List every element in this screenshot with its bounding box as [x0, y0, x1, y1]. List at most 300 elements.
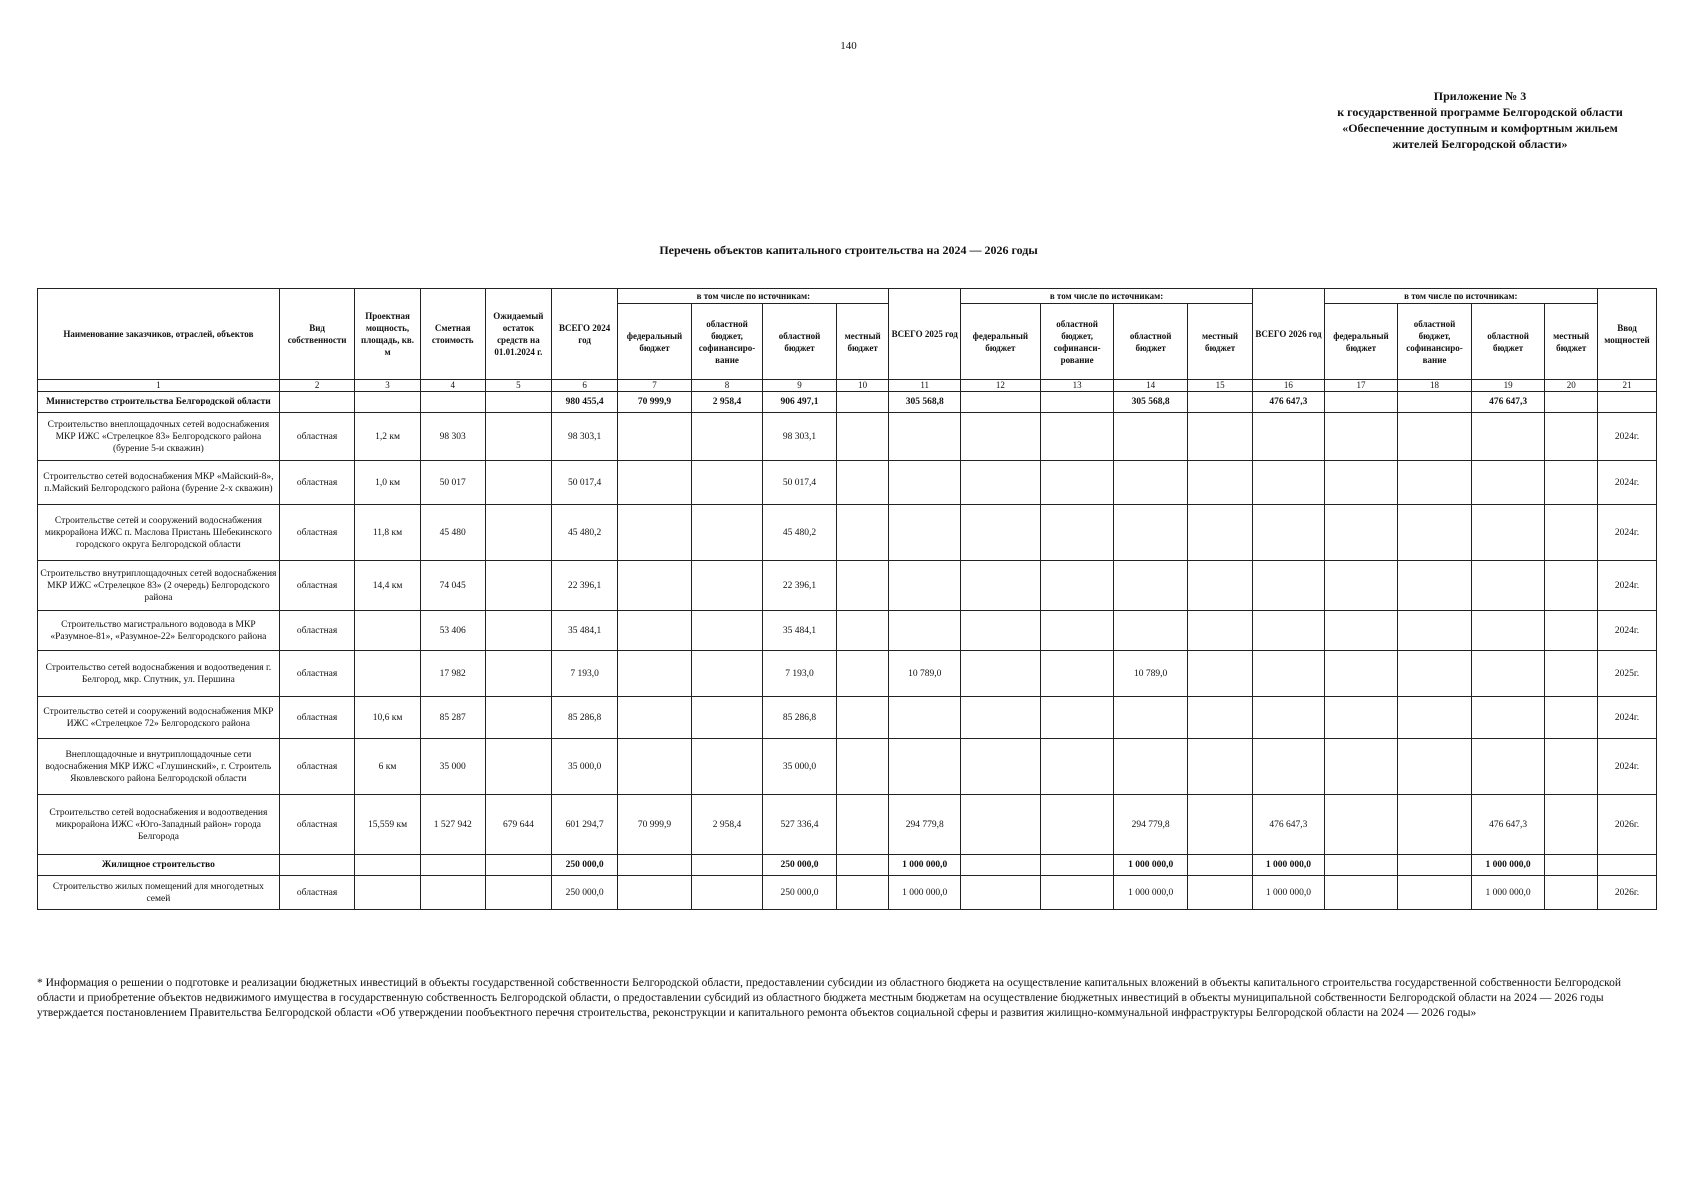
table-row: [38, 461, 1657, 505]
value-cell: 35 000,0: [552, 739, 618, 795]
value-cell: [1187, 697, 1252, 739]
value-cell: [1040, 505, 1114, 561]
value-cell: 45 480: [420, 505, 485, 561]
value-cell: [1040, 855, 1114, 876]
value-cell: [960, 561, 1040, 611]
value-cell: [618, 461, 692, 505]
value-cell: 22 396,1: [552, 561, 618, 611]
appendix-line: жителей Белгородской области»: [1392, 137, 1568, 151]
value-cell: [1471, 505, 1545, 561]
value-cell: [618, 561, 692, 611]
value-cell: [1545, 795, 1598, 855]
header-local-2025: местный бюджет: [1187, 304, 1252, 380]
value-cell: [618, 651, 692, 697]
object-name-cell: Строительство внеплощадочных сетей водоснабжения МКР ИЖС «Стрелецкое 83» Белгородского района (бурение 5-и скважин): [38, 413, 280, 461]
value-cell: [836, 413, 889, 461]
header-commissioning: Ввод мощностей: [1598, 289, 1657, 380]
value-cell: 1 000 000,0: [1114, 876, 1188, 910]
object-name-cell: Строительстве сетей и сооружений водоснабжения микрорайона ИЖС п. Маслова Пристань Шебекинского городского округа Белгородской области: [38, 505, 280, 561]
value-cell: [836, 651, 889, 697]
column-number-row: [38, 380, 1657, 392]
value-cell: [1187, 461, 1252, 505]
object-name-cell: Внеплощадочные и внутриплощадочные сети водоснабжения МКР ИЖС «Глушинский», г. Строитель Яковлевского района Белгородской области: [38, 739, 280, 795]
value-cell: [1114, 561, 1188, 611]
value-cell: 1 000 000,0: [1253, 876, 1324, 910]
value-cell: 85 286,8: [552, 697, 618, 739]
value-cell: [960, 611, 1040, 651]
value-cell: [1114, 505, 1188, 561]
value-cell: [1324, 413, 1398, 461]
value-cell: 250 000,0: [552, 876, 618, 910]
value-cell: 98 303,1: [763, 413, 837, 461]
object-name-cell: Строительство сетей и сооружений водоснабжения МКР ИЖС «Стрелецкое 72» Белгородского района: [38, 697, 280, 739]
commissioning-year-cell: 2024г.: [1598, 739, 1657, 795]
value-cell: [1471, 413, 1545, 461]
footnote: * Информация о решении о подготовке и реализации бюджетных инвестиций в объекты государственной собственности Белгородской области, предоставлении субсидии из областного бюджета на осуществление капитальных вложений в объекты капитального строительства государственной собственности Белгородской области и приобретение объектов недвижимого имущества в государственную собственность Белгородской области, о предоставлении субсидий из областного бюджета местным бюджетам на осуществление бюджетных инвестиций в объекты муниципальной собственности Белгородской области на 2024 — 2026 годы утверждается постановлением Правительства Белгородской области «Об утверждении пообъектного перечня строительства, реконструкции и капитального ремонта объектов социальной сферы и развития жилищно-коммунальной инфраструктуры Белгородской области на 2024 — 2026 годы»: [37, 977, 1622, 1019]
header-capacity: Проектная мощность, площадь, кв. м: [355, 289, 420, 380]
value-cell: [1187, 876, 1252, 910]
value-cell: [1114, 413, 1188, 461]
value-cell: [1324, 461, 1398, 505]
value-cell: 1 000 000,0: [1253, 855, 1324, 876]
value-cell: [485, 855, 551, 876]
value-cell: [960, 505, 1040, 561]
value-cell: [618, 855, 692, 876]
value-cell: [1324, 697, 1398, 739]
column-number: 10: [836, 380, 889, 392]
commissioning-year-cell: 2024г.: [1598, 413, 1657, 461]
value-cell: [1545, 739, 1598, 795]
column-number: 9: [763, 380, 837, 392]
commissioning-year-cell: 2024г.: [1598, 561, 1657, 611]
value-cell: [1545, 505, 1598, 561]
column-number: 18: [1398, 380, 1472, 392]
value-cell: [836, 561, 889, 611]
object-name-cell: Строительство магистрального водовода в МКР «Разумное-81», «Разумное-22» Белгородского района: [38, 611, 280, 651]
value-cell: [1398, 392, 1472, 413]
value-cell: [485, 413, 551, 461]
value-cell: [960, 876, 1040, 910]
value-cell: [1471, 651, 1545, 697]
value-cell: [1398, 505, 1472, 561]
value-cell: 14,4 км: [355, 561, 420, 611]
column-number: 3: [355, 380, 420, 392]
value-cell: [691, 876, 762, 910]
value-cell: [836, 739, 889, 795]
value-cell: [1187, 855, 1252, 876]
value-cell: [355, 651, 420, 697]
value-cell: 679 644: [485, 795, 551, 855]
value-cell: 906 497,1: [763, 392, 837, 413]
column-number: 5: [485, 380, 551, 392]
object-name-cell: Строительство сетей водоснабжения и водоотведения микрорайона ИЖС «Юго-Западный район» города Белгорода: [38, 795, 280, 855]
column-number: 4: [420, 380, 485, 392]
value-cell: [1545, 651, 1598, 697]
header-local-2024: местный бюджет: [836, 304, 889, 380]
header-total-2025: ВСЕГО 2025 год: [889, 289, 960, 380]
column-number: 13: [1040, 380, 1114, 392]
value-cell: [485, 876, 551, 910]
value-cell: [1187, 611, 1252, 651]
header-name: Наименование заказчиков, отраслей, объектов: [38, 289, 280, 380]
value-cell: [691, 461, 762, 505]
value-cell: [960, 739, 1040, 795]
value-cell: 601 294,7: [552, 795, 618, 855]
value-cell: [889, 611, 960, 651]
value-cell: 1,2 км: [355, 413, 420, 461]
value-cell: [1324, 561, 1398, 611]
value-cell: [1187, 561, 1252, 611]
value-cell: 305 568,8: [1114, 392, 1188, 413]
header-federal-2026: федеральный бюджет: [1324, 304, 1398, 380]
value-cell: 70 999,9: [618, 795, 692, 855]
value-cell: 17 982: [420, 651, 485, 697]
header-federal-2025: федеральный бюджет: [960, 304, 1040, 380]
value-cell: [1398, 876, 1472, 910]
header-local-2026: местный бюджет: [1545, 304, 1598, 380]
value-cell: [1324, 505, 1398, 561]
header-total-2026: ВСЕГО 2026 год: [1253, 289, 1324, 380]
value-cell: [1545, 413, 1598, 461]
appendix-line: к государственной программе Белгородской области: [1337, 105, 1623, 119]
value-cell: [1040, 876, 1114, 910]
header-by-sources-2026: в том числе по источникам:: [1324, 289, 1597, 304]
value-cell: [1545, 855, 1598, 876]
value-cell: [960, 413, 1040, 461]
value-cell: 527 336,4: [763, 795, 837, 855]
column-number: 19: [1471, 380, 1545, 392]
value-cell: [1545, 392, 1598, 413]
value-cell: 35 484,1: [763, 611, 837, 651]
value-cell: [1114, 461, 1188, 505]
value-cell: [1545, 461, 1598, 505]
value-cell: [420, 392, 485, 413]
header-federal-2024: федеральный бюджет: [618, 304, 692, 380]
commissioning-year-cell: 2024г.: [1598, 697, 1657, 739]
table-row: [38, 561, 1657, 611]
value-cell: [485, 392, 551, 413]
column-number: 7: [618, 380, 692, 392]
commissioning-year-cell: 2024г.: [1598, 461, 1657, 505]
value-cell: [1040, 739, 1114, 795]
column-number: 6: [552, 380, 618, 392]
object-name-cell: Строительство жилых помещений для многодетных семей: [38, 876, 280, 910]
value-cell: областная: [279, 461, 355, 505]
value-cell: [1398, 651, 1472, 697]
value-cell: 10,6 км: [355, 697, 420, 739]
table-row: [38, 413, 1657, 461]
commissioning-year-cell: 2024г.: [1598, 611, 1657, 651]
column-number: 8: [691, 380, 762, 392]
header-remainder: Ожидаемый остаток средств на 01.01.2024 г.: [485, 289, 551, 380]
value-cell: [691, 505, 762, 561]
value-cell: [691, 611, 762, 651]
value-cell: 35 000,0: [763, 739, 837, 795]
value-cell: [618, 876, 692, 910]
value-cell: областная: [279, 795, 355, 855]
header-regional-2026: областной бюджет: [1471, 304, 1545, 380]
value-cell: [1471, 739, 1545, 795]
value-cell: 53 406: [420, 611, 485, 651]
value-cell: 2 958,4: [691, 392, 762, 413]
column-number: 17: [1324, 380, 1398, 392]
value-cell: [960, 392, 1040, 413]
value-cell: [1040, 461, 1114, 505]
value-cell: [836, 611, 889, 651]
value-cell: 10 789,0: [889, 651, 960, 697]
value-cell: [1187, 392, 1252, 413]
value-cell: 294 779,8: [1114, 795, 1188, 855]
value-cell: 70 999,9: [618, 392, 692, 413]
group-row: [38, 392, 1657, 413]
object-name-cell: Строительство сетей водоснабжения и водоотведения г. Белгород, мкр. Спутник, ул. Першина: [38, 651, 280, 697]
value-cell: [1545, 611, 1598, 651]
header-regional-cofin-2025: областной бюджет, софинанси-рование: [1040, 304, 1114, 380]
commissioning-year-cell: 2026г.: [1598, 795, 1657, 855]
value-cell: [691, 561, 762, 611]
capital-construction-table: [37, 288, 1657, 910]
value-cell: 98 303,1: [552, 413, 618, 461]
value-cell: [1253, 697, 1324, 739]
value-cell: [889, 461, 960, 505]
value-cell: [691, 413, 762, 461]
value-cell: [1324, 611, 1398, 651]
value-cell: [691, 697, 762, 739]
value-cell: [1187, 505, 1252, 561]
value-cell: 7 193,0: [552, 651, 618, 697]
value-cell: [889, 697, 960, 739]
value-cell: [1040, 651, 1114, 697]
commissioning-year-cell: 2026г.: [1598, 876, 1657, 910]
value-cell: [1398, 561, 1472, 611]
value-cell: [618, 413, 692, 461]
value-cell: [1398, 413, 1472, 461]
value-cell: областная: [279, 505, 355, 561]
value-cell: [1324, 739, 1398, 795]
value-cell: [1324, 651, 1398, 697]
value-cell: [889, 413, 960, 461]
value-cell: [1114, 697, 1188, 739]
table-row: [38, 505, 1657, 561]
value-cell: 1 000 000,0: [1471, 876, 1545, 910]
value-cell: [618, 739, 692, 795]
value-cell: [836, 855, 889, 876]
value-cell: 74 045: [420, 561, 485, 611]
column-number: 15: [1187, 380, 1252, 392]
value-cell: 476 647,3: [1253, 392, 1324, 413]
value-cell: 476 647,3: [1471, 392, 1545, 413]
column-number: 20: [1545, 380, 1598, 392]
column-number: 16: [1253, 380, 1324, 392]
header-regional-2024: областной бюджет: [763, 304, 837, 380]
value-cell: 1 000 000,0: [889, 876, 960, 910]
value-cell: 85 287: [420, 697, 485, 739]
value-cell: [618, 611, 692, 651]
value-cell: [485, 697, 551, 739]
value-cell: [618, 505, 692, 561]
value-cell: 50 017,4: [552, 461, 618, 505]
table-row: [38, 697, 1657, 739]
header-regional-2025: областной бюджет: [1114, 304, 1188, 380]
value-cell: [1324, 392, 1398, 413]
value-cell: [485, 561, 551, 611]
table-row: [38, 795, 1657, 855]
document-title: Перечень объектов капитального строительства на 2024 — 2026 годы: [659, 243, 1038, 257]
value-cell: [960, 461, 1040, 505]
object-name-cell: Строительство сетей водоснабжения МКР «Майский-8», п.Майский Белгородского района (бурение 2-х скважин): [38, 461, 280, 505]
value-cell: [1040, 697, 1114, 739]
value-cell: [485, 505, 551, 561]
value-cell: [618, 697, 692, 739]
value-cell: 2 958,4: [691, 795, 762, 855]
table-row: [38, 876, 1657, 910]
value-cell: [836, 876, 889, 910]
value-cell: 15,559 км: [355, 795, 420, 855]
value-cell: [1040, 611, 1114, 651]
value-cell: 250 000,0: [763, 855, 837, 876]
value-cell: 45 480,2: [552, 505, 618, 561]
value-cell: 305 568,8: [889, 392, 960, 413]
value-cell: 476 647,3: [1253, 795, 1324, 855]
column-number: 11: [889, 380, 960, 392]
value-cell: 294 779,8: [889, 795, 960, 855]
value-cell: [1398, 697, 1472, 739]
table-row: [38, 651, 1657, 697]
value-cell: [1114, 739, 1188, 795]
value-cell: [1398, 461, 1472, 505]
object-name-cell: Министерство строительства Белгородской области: [38, 392, 280, 413]
value-cell: [1324, 876, 1398, 910]
value-cell: 1 000 000,0: [1114, 855, 1188, 876]
value-cell: [1187, 651, 1252, 697]
value-cell: [420, 855, 485, 876]
value-cell: 1,0 км: [355, 461, 420, 505]
value-cell: 50 017: [420, 461, 485, 505]
column-number: 12: [960, 380, 1040, 392]
column-number: 21: [1598, 380, 1657, 392]
header-regional-cofin-2026: областной бюджет, софинансиро-вание: [1398, 304, 1472, 380]
value-cell: 1 000 000,0: [889, 855, 960, 876]
value-cell: 45 480,2: [763, 505, 837, 561]
value-cell: [485, 739, 551, 795]
value-cell: областная: [279, 611, 355, 651]
value-cell: [1114, 611, 1188, 651]
value-cell: [355, 392, 420, 413]
value-cell: [485, 651, 551, 697]
value-cell: [836, 461, 889, 505]
column-number: 1: [38, 380, 280, 392]
header-by-sources-2025: в том числе по источникам:: [960, 289, 1252, 304]
object-name-cell: Жилищное строительство: [38, 855, 280, 876]
column-number: 2: [279, 380, 355, 392]
value-cell: 1 000 000,0: [1471, 855, 1545, 876]
value-cell: [355, 855, 420, 876]
value-cell: [1253, 739, 1324, 795]
group-row: [38, 855, 1657, 876]
value-cell: [1398, 855, 1472, 876]
value-cell: областная: [279, 739, 355, 795]
value-cell: областная: [279, 413, 355, 461]
value-cell: [889, 505, 960, 561]
value-cell: [889, 561, 960, 611]
value-cell: [1471, 461, 1545, 505]
header-total-2024: ВСЕГО 2024 год: [552, 289, 618, 380]
value-cell: [960, 795, 1040, 855]
value-cell: [1545, 876, 1598, 910]
value-cell: [889, 739, 960, 795]
value-cell: [1471, 697, 1545, 739]
value-cell: [1040, 561, 1114, 611]
value-cell: [960, 697, 1040, 739]
value-cell: [1040, 795, 1114, 855]
value-cell: [1398, 739, 1472, 795]
value-cell: [1253, 561, 1324, 611]
value-cell: 35 000: [420, 739, 485, 795]
value-cell: [485, 461, 551, 505]
value-cell: [1471, 561, 1545, 611]
value-cell: [1324, 795, 1398, 855]
value-cell: областная: [279, 561, 355, 611]
table-row: [38, 739, 1657, 795]
value-cell: [1253, 611, 1324, 651]
value-cell: областная: [279, 651, 355, 697]
value-cell: [1187, 739, 1252, 795]
value-cell: [1187, 795, 1252, 855]
page-number: 140: [840, 40, 857, 52]
value-cell: [1545, 697, 1598, 739]
commissioning-year-cell: [1598, 855, 1657, 876]
value-cell: [960, 855, 1040, 876]
value-cell: 1 527 942: [420, 795, 485, 855]
appendix-heading: [1310, 88, 1650, 152]
table-body: [38, 380, 1657, 910]
header-estimate: Сметная стоимость: [420, 289, 485, 380]
value-cell: 22 396,1: [763, 561, 837, 611]
header-by-sources-2024: в том числе по источникам:: [618, 289, 889, 304]
appendix-line: «Обеспеченние доступным и комфортным жильем: [1342, 121, 1618, 135]
value-cell: 35 484,1: [552, 611, 618, 651]
value-cell: 7 193,0: [763, 651, 837, 697]
value-cell: [836, 697, 889, 739]
value-cell: 85 286,8: [763, 697, 837, 739]
value-cell: [279, 855, 355, 876]
value-cell: 980 455,4: [552, 392, 618, 413]
commissioning-year-cell: 2025г.: [1598, 651, 1657, 697]
value-cell: 250 000,0: [763, 876, 837, 910]
value-cell: [1324, 855, 1398, 876]
commissioning-year-cell: [1598, 392, 1657, 413]
value-cell: [1040, 392, 1114, 413]
value-cell: [960, 651, 1040, 697]
value-cell: 98 303: [420, 413, 485, 461]
value-cell: 250 000,0: [552, 855, 618, 876]
value-cell: [1253, 413, 1324, 461]
value-cell: [691, 855, 762, 876]
value-cell: 476 647,3: [1471, 795, 1545, 855]
value-cell: [420, 876, 485, 910]
object-name-cell: Строительство внутриплощадочных сетей водоснабжения МКР ИЖС «Стрелецкое 83» (2 очередь) Белгородского района: [38, 561, 280, 611]
value-cell: [1253, 461, 1324, 505]
value-cell: [836, 392, 889, 413]
value-cell: [1040, 413, 1114, 461]
commissioning-year-cell: 2024г.: [1598, 505, 1657, 561]
value-cell: 6 км: [355, 739, 420, 795]
value-cell: областная: [279, 697, 355, 739]
value-cell: 11,8 км: [355, 505, 420, 561]
header-regional-cofin-2024: областной бюджет, софинансиро-вание: [691, 304, 762, 380]
value-cell: [1545, 561, 1598, 611]
value-cell: [1398, 611, 1472, 651]
